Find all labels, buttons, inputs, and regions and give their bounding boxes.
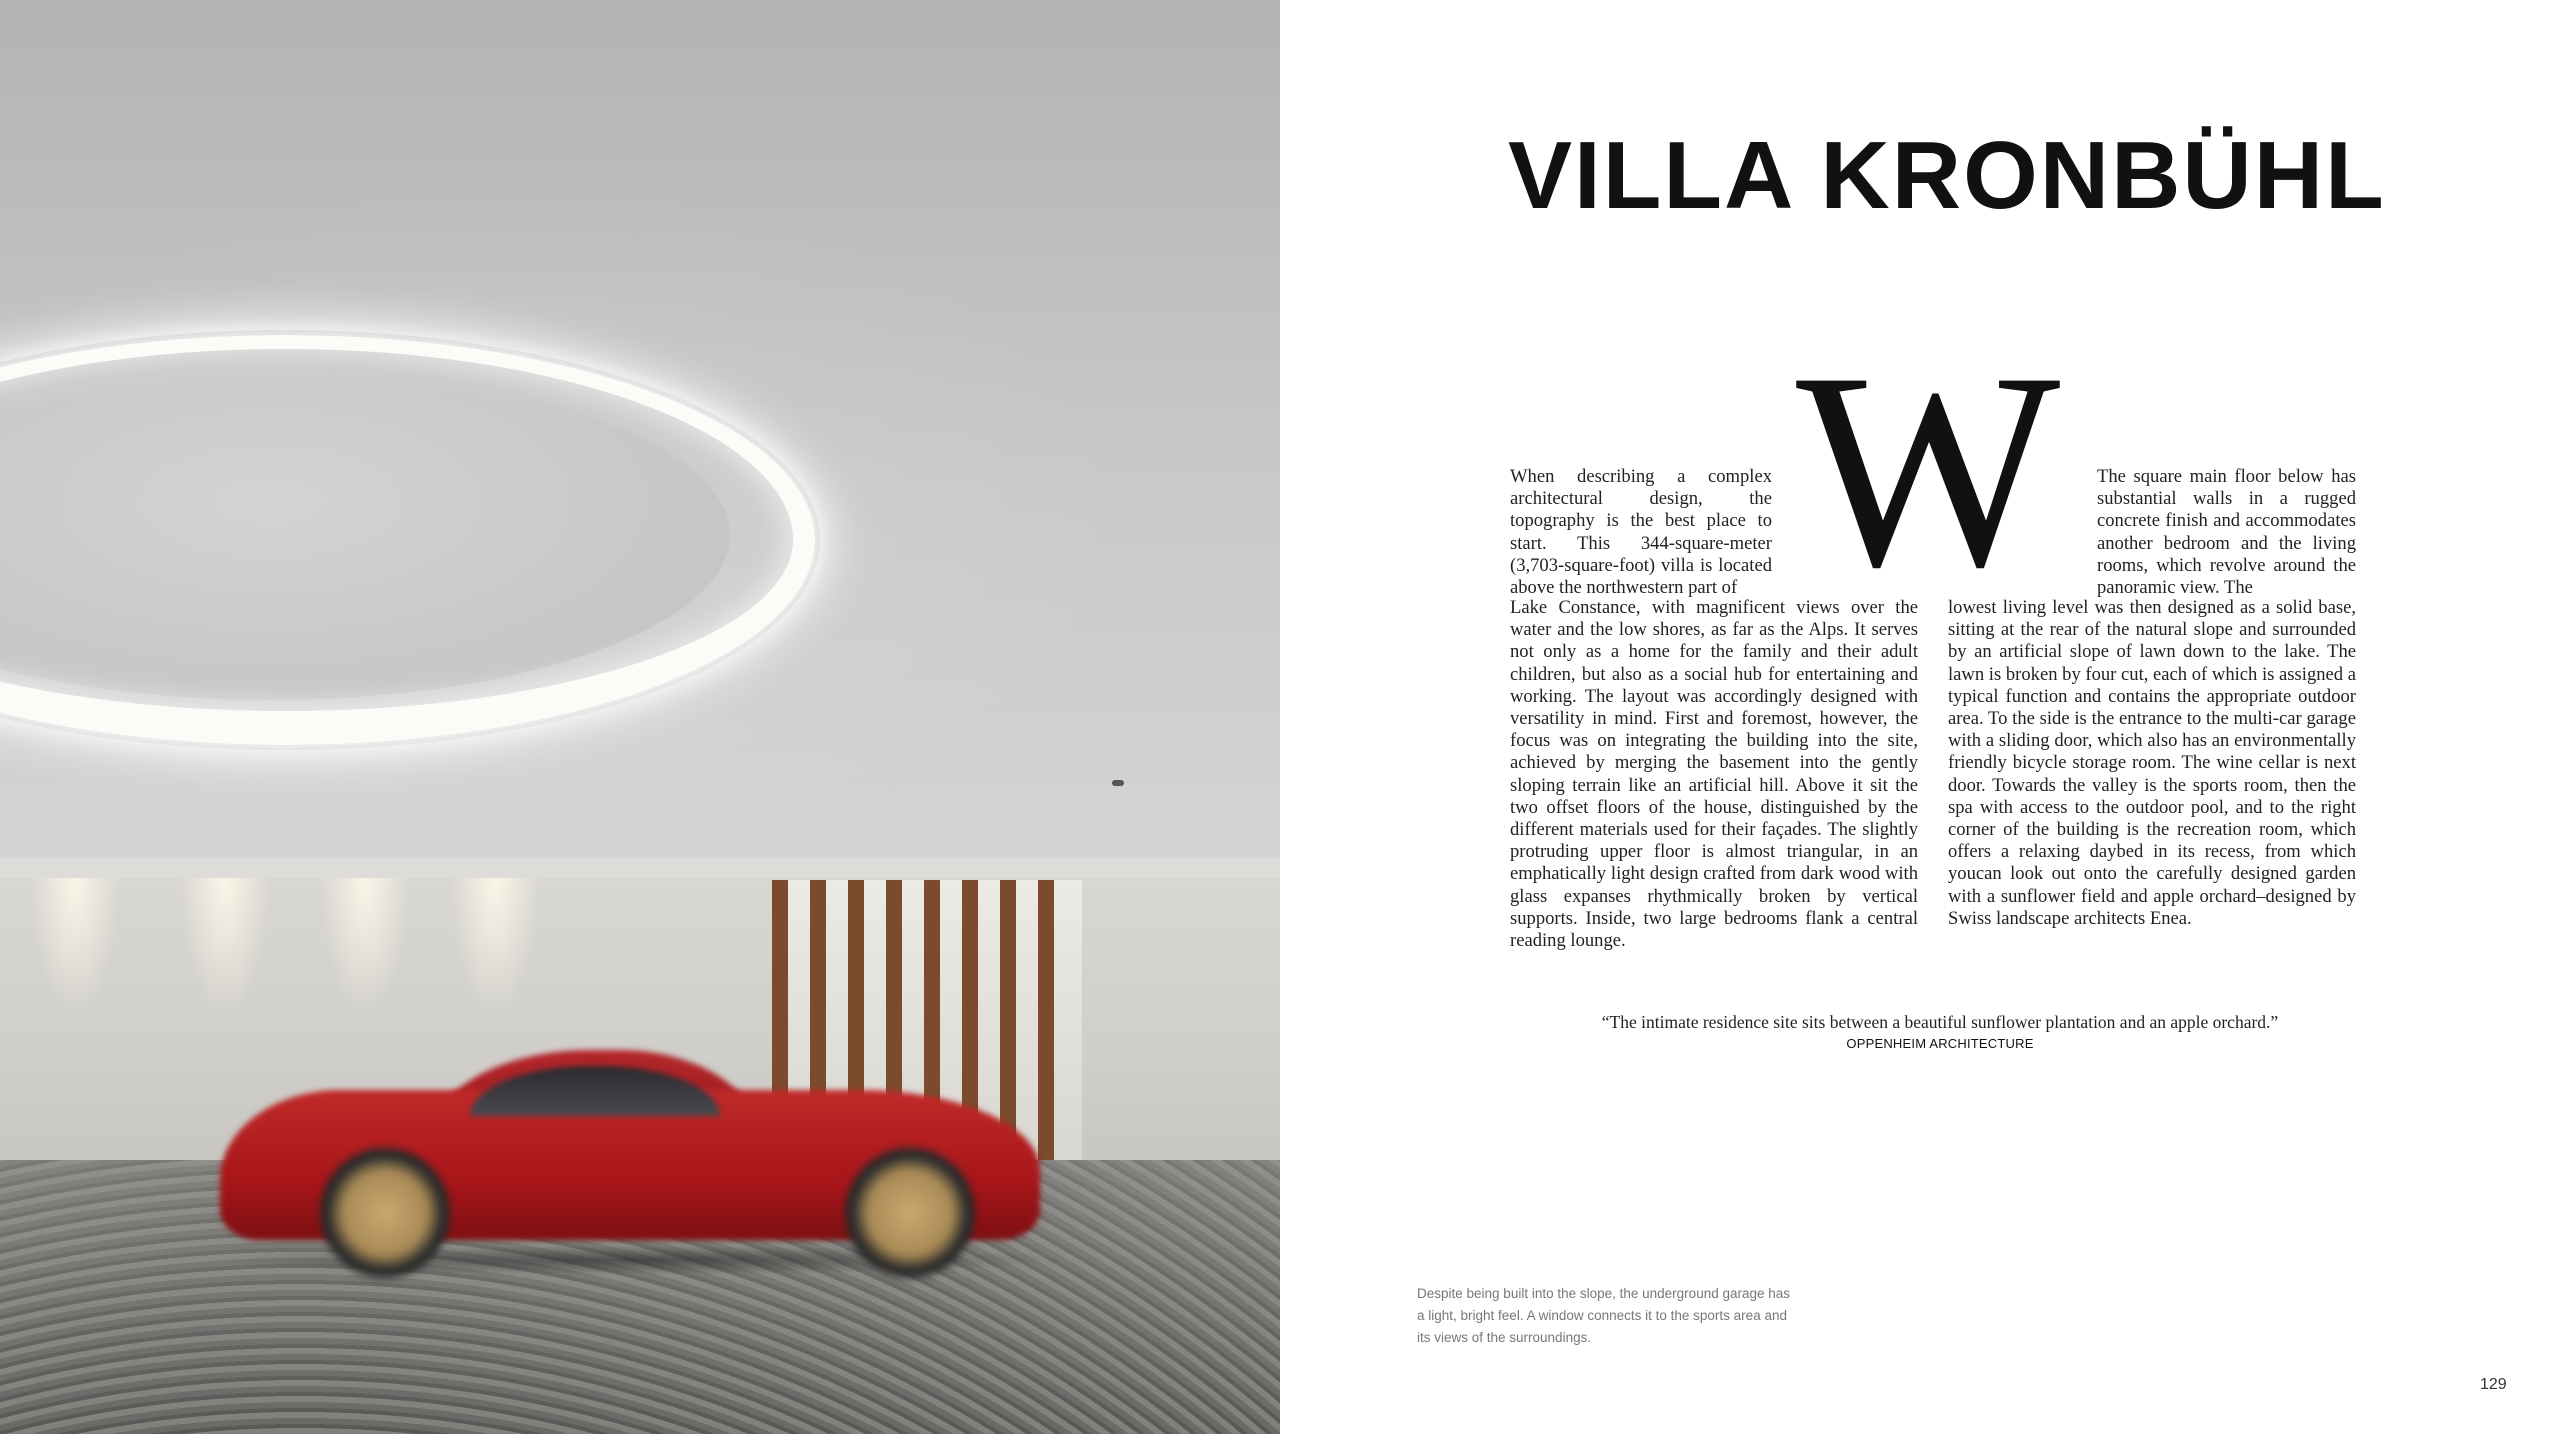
ceiling-sprinkler: [1112, 780, 1124, 786]
article-title: VILLA KRONBÜHL: [1508, 122, 2386, 229]
drop-cap: W: [1796, 314, 2061, 625]
page-number: 129: [2480, 1376, 2507, 1393]
wall-downlight: [180, 878, 270, 1018]
body-column-2-intro: The square main floor below has substantial walls in a rugged concrete finish and accommodates another bedroom and the living rooms, which revolve around the panoramic view. The: [2097, 466, 2356, 599]
quote-attribution: OPPENHEIM ARCHITECTURE: [1846, 1036, 2034, 1051]
pull-quote: “The intimate residence site sits between a beautiful sunflower plantation and an apple orchard.”: [1601, 1012, 2279, 1032]
body-column-1: Lake Constance, with magnificent views over the water and the low shores, as far as the Alps. It serves not only as a home for the family and their adult children, but also as a social hub for entertaining and working. The layout was accordingly designed with versatility in mind. First and foremost, however, the focus was on integrating the building into the site, achieved by merging the basement into the gently sloping terrain like an artificial hill. Above it sit the two offset floors of the house, distinguished by the different materials used for their façades. The slightly protruding upper floor is almost triangular, in an emphatically light design crafted from dark wood with glass expanses rhythmically broken by vertical supports. Inside, two large bedrooms flank a central reading lounge.: [1510, 597, 1918, 952]
car-rear-wheel: [845, 1148, 975, 1278]
wall-downlight: [30, 878, 120, 1018]
body-column-1-intro: When describing a complex architectural design, the topography is the best place to start. This 344-square-meter (3,703-square-foot) villa is located above the northwestern part of: [1510, 466, 1772, 599]
wood-slat: [1038, 880, 1054, 1170]
body-column-2: lowest living level was then designed as a solid base, sitting at the rear of the natural slope and surrounded by an artificial slope of lawn down to the lake. The lawn is broken by four cut, each of which is assigned a typical function and contains the appropriate outdoor area. To the side is the entrance to the multi-car garage with a sliding door, which also has an environmentally friendly bicycle storage room. The wine cellar is next door. Towards the valley is the sports room, then the spa with access to the outdoor pool, and to the right corner of the building is the recreation room, which offers a relaxing daybed in its recess, from which youcan look out onto the carefully designed garden with a sunflower field and apple orchard–designed by Swiss landscape architects Enea.: [1948, 597, 2356, 929]
wall-downlight: [320, 878, 410, 1018]
car-front-wheel: [320, 1148, 450, 1278]
wall-downlight: [450, 878, 540, 1018]
photo-caption: Despite being built into the slope, the underground garage has a light, bright feel. A window connects it to the sports area and its views of the surroundings.: [1417, 1286, 1791, 1345]
